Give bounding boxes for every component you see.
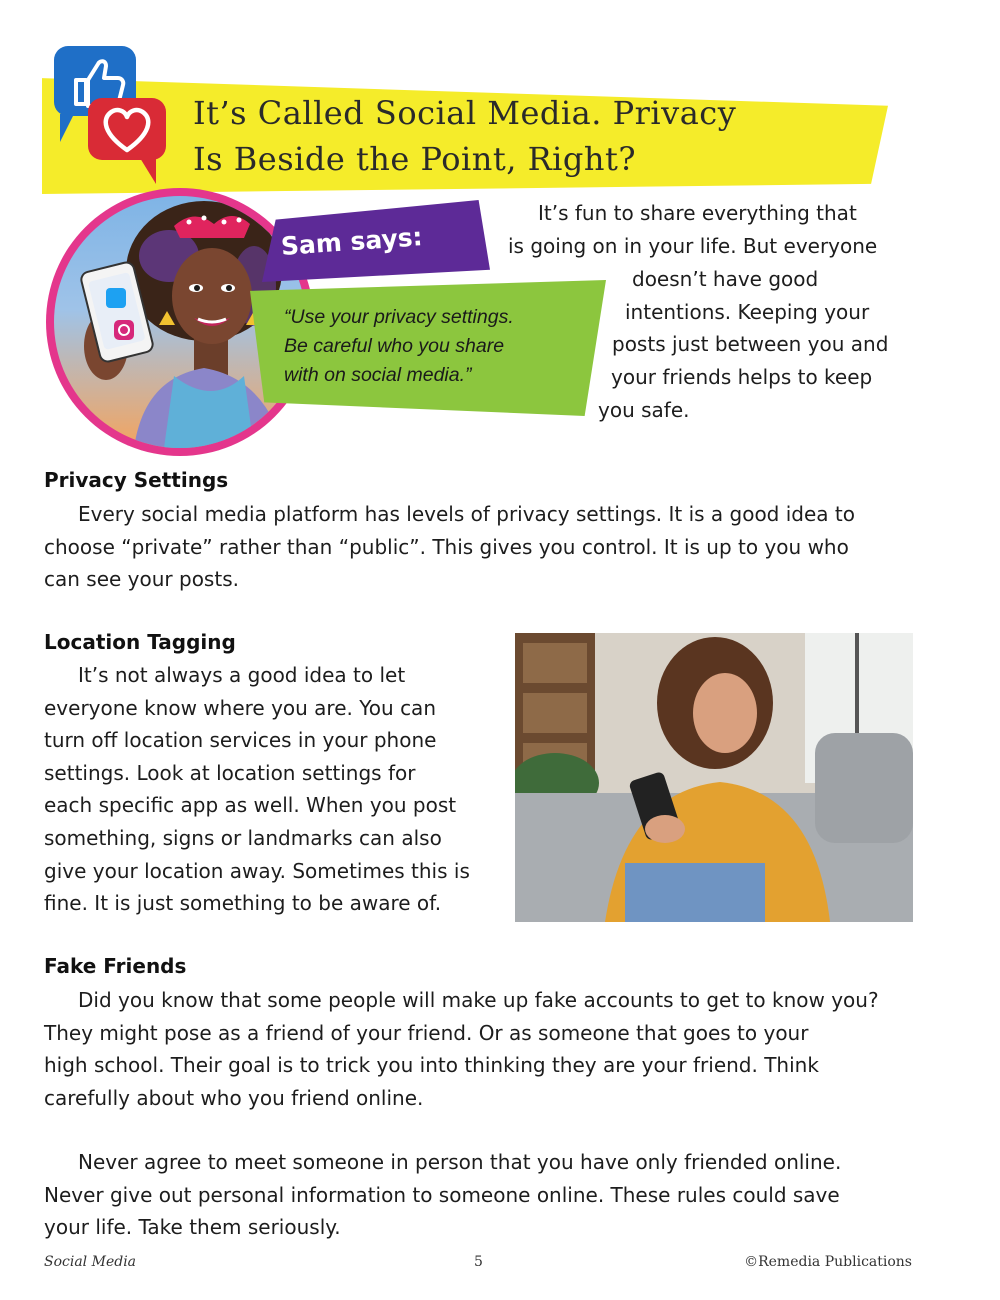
paragraph-line: everyone know where you are. You can: [44, 695, 436, 720]
paragraph-line: choose “private” rather than “public”. This gives you control. It is up to you who: [44, 534, 849, 559]
paragraph-line: Never agree to meet someone in person that you have only friended online.: [78, 1150, 842, 1174]
instagram-icon: [114, 320, 134, 340]
fake-friends-heading: Fake Friends: [44, 954, 187, 978]
sam-says-label: Sam says:: [279, 222, 424, 261]
paragraph-line: Never give out personal information to someone online. These rules could save: [44, 1182, 840, 1207]
paragraph-line: Did you know that some people will make up fake accounts to get to know you?: [78, 988, 879, 1012]
intro-line: It’s fun to share everything that: [538, 201, 857, 225]
sam-quote: [284, 303, 569, 390]
intro-line: is going on in your life. But everyone: [508, 234, 878, 258]
page-number: 5: [474, 1254, 483, 1270]
privacy-settings-heading: Privacy Settings: [44, 468, 229, 492]
paragraph-line: It’s not always a good idea to let: [78, 663, 406, 687]
paragraph-line: can see your posts.: [44, 567, 239, 592]
footer-book-title: Social Media: [44, 1254, 137, 1270]
footer-publisher: ©Remedia Publications: [744, 1254, 912, 1270]
paragraph-line: your life. Take them seriously.: [44, 1215, 341, 1240]
paragraph-line: Every social media platform has levels of privacy settings. It is a good idea to: [78, 502, 855, 526]
paragraph-line: give your location away. Sometimes this is: [44, 858, 470, 883]
quote-line: Be careful who you share: [284, 335, 505, 357]
intro-line: posts just between you and: [612, 332, 889, 356]
location-tagging-heading: Location Tagging: [44, 630, 236, 654]
title-line-2: Is Beside the Point, Right?: [193, 140, 636, 178]
quote-line: with on social media.”: [284, 364, 472, 386]
twitter-icon: [106, 288, 126, 308]
privacy-settings-paragraph: [44, 498, 855, 596]
paragraph-line: fine. It is just something to be aware of.: [44, 891, 442, 916]
heart-icon: [88, 98, 166, 160]
paragraph-line: something, signs or landmarks can also: [44, 825, 442, 850]
paragraph-line: They might pose as a friend of your friend. Or as someone that goes to your: [44, 1020, 809, 1045]
title-line-1: It’s Called Social Media. Privacy: [193, 94, 737, 132]
paragraph-line: turn off location services in your phone: [44, 728, 437, 753]
intro-line: you safe.: [598, 398, 690, 422]
intro-line: your friends helps to keep: [611, 365, 873, 389]
intro-line: doesn’t have good: [632, 267, 819, 291]
safety-rules-paragraph: [44, 1146, 841, 1244]
location-tagging-paragraph: [44, 659, 470, 920]
intro-line: intentions. Keeping your: [625, 300, 870, 324]
quote-line: “Use your privacy settings.: [284, 306, 514, 328]
paragraph-line: high school. Their goal is to trick you into thinking they are your friend. Think: [44, 1053, 819, 1078]
teen-with-phone-photo: [515, 633, 913, 922]
paragraph-line: each specific app as well. When you post: [44, 793, 457, 818]
paragraph-line: carefully about who you friend online.: [44, 1085, 424, 1110]
fake-friends-paragraph: [44, 984, 879, 1114]
page-title: [193, 90, 736, 182]
paragraph-line: settings. Look at location settings for: [44, 760, 416, 785]
